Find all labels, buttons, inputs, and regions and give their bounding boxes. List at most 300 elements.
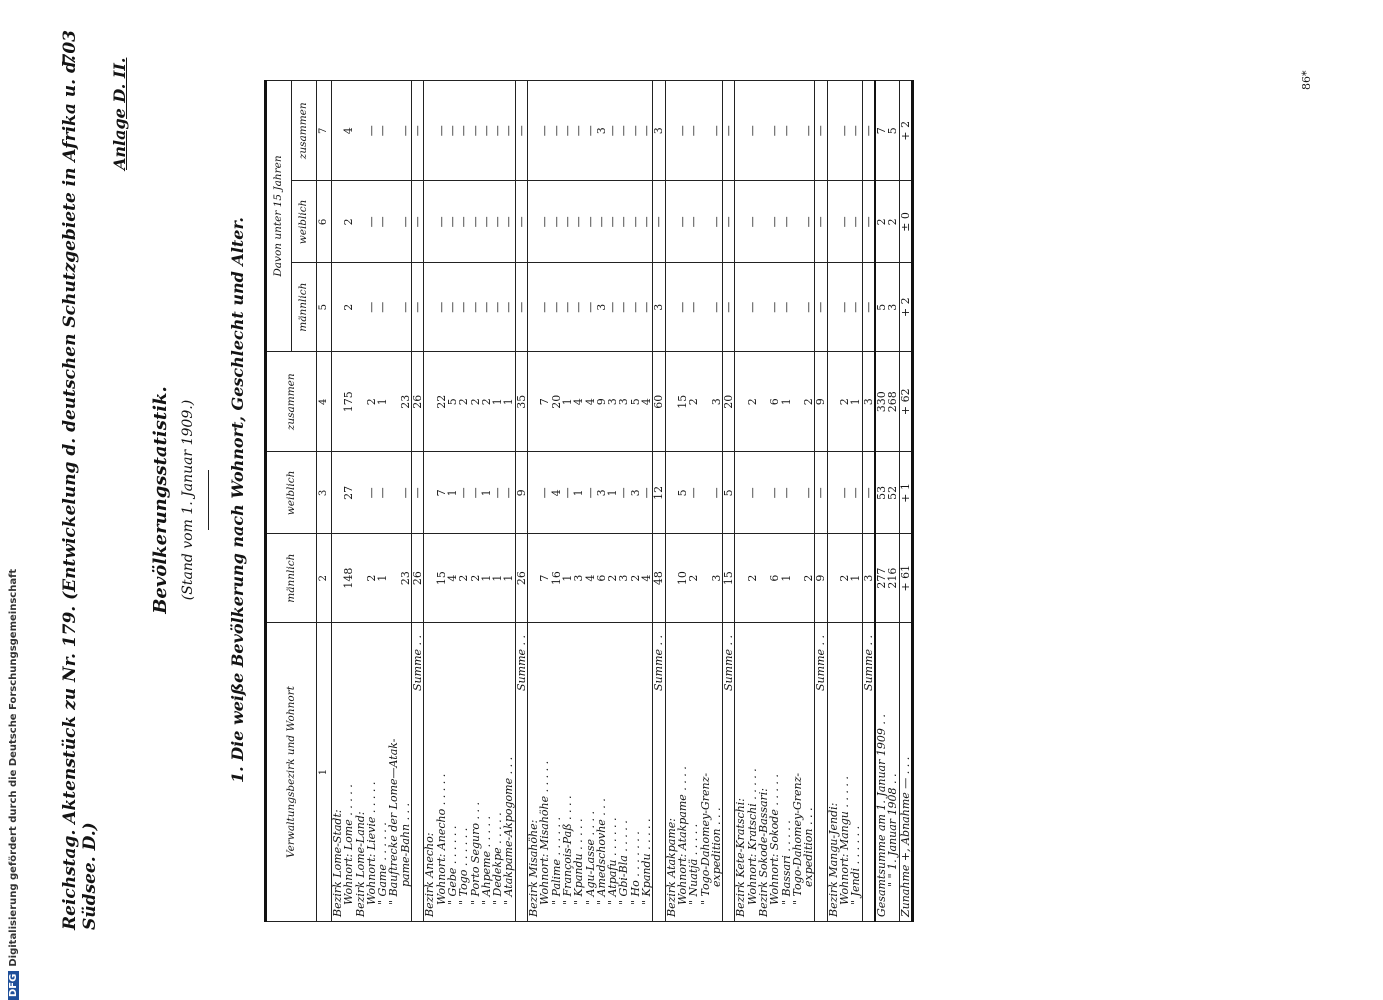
cell-col3: — xyxy=(503,452,515,534)
cell-col3: — xyxy=(815,452,827,534)
row-label: " " 1. Januar 1908 . . xyxy=(887,623,899,922)
cell-col6: — xyxy=(839,181,850,263)
cell-col2: 9 xyxy=(815,534,827,623)
cell-col5: — xyxy=(481,263,492,352)
row-label: expedition . . . xyxy=(803,623,815,922)
cell-col4: 1 xyxy=(377,352,388,452)
running-header xyxy=(60,30,100,930)
cell-col3: — xyxy=(688,452,699,534)
cell-col2 xyxy=(735,534,747,623)
row-label: " Togo-Dahomey-Grenz- xyxy=(700,623,711,922)
cell-col2: 1 xyxy=(377,534,388,623)
cell-col2: 3 xyxy=(573,534,584,623)
cell-col7: 4 xyxy=(343,81,354,182)
row-label: " Porto Seguro . . . xyxy=(470,623,481,922)
cell-col7: — xyxy=(850,81,862,182)
cell-col3: — xyxy=(458,452,469,534)
cell-col3: 5 xyxy=(677,452,688,534)
cell-col6: — xyxy=(400,181,412,263)
cell-col5: — xyxy=(769,263,780,352)
row-label: Bezirk Atakpame: xyxy=(665,623,677,922)
cell-col2: 15 xyxy=(436,534,447,623)
cell-col3: — xyxy=(562,452,573,534)
cell-col2: 1 xyxy=(481,534,492,623)
cell-col3: — xyxy=(803,452,815,534)
cell-col6: — xyxy=(781,181,792,263)
cell-col6: — xyxy=(653,181,665,263)
cell-col7: — xyxy=(839,81,850,182)
cell-col7: — xyxy=(769,81,780,182)
cell-col2: 2 xyxy=(607,534,618,623)
row-label: Wohnort: Anecho . . . . . xyxy=(436,623,447,922)
row-label: " Togo-Dahomey-Grenz- xyxy=(792,623,803,922)
cell-col4: 4 xyxy=(573,352,584,452)
cell-col3: — xyxy=(412,452,424,534)
cell-col7: — xyxy=(585,81,596,182)
cell-col7: + 2 xyxy=(899,81,912,182)
cell-col4: 2 xyxy=(458,352,469,452)
anlage-label: Anlage D. II. xyxy=(110,57,129,170)
cell-col2: + 61 xyxy=(899,534,912,623)
table-row xyxy=(688,81,699,922)
cell-col4: 22 xyxy=(436,352,447,452)
cell-col3: 27 xyxy=(343,452,354,534)
row-label: " Dedekpe . . . . . xyxy=(492,623,503,922)
cell-col4: 1 xyxy=(781,352,792,452)
cell-col4: 3 xyxy=(711,352,723,452)
cell-col3: 52 xyxy=(887,452,899,534)
cell-col5: 3 xyxy=(653,263,665,352)
cell-col4: 20 xyxy=(723,352,735,452)
cell-col4: 9 xyxy=(596,352,607,452)
cell-col4: 2 xyxy=(470,352,481,452)
cell-col2: 216 xyxy=(887,534,899,623)
cell-col2: 4 xyxy=(641,534,653,623)
cell-col7: — xyxy=(781,81,792,182)
cell-col7: 5 xyxy=(887,81,899,182)
cell-col5 xyxy=(424,263,436,352)
table-row xyxy=(458,81,469,922)
header-under15: Davon unter 15 Jahren xyxy=(266,81,292,352)
credit-text: Digitalisierung gefördert durch die Deutsche Forschungsgemeinschaft xyxy=(8,568,19,967)
cell-col5: 3 xyxy=(887,263,899,352)
cell-col6: — xyxy=(515,181,527,263)
cell-col7: 3 xyxy=(596,81,607,182)
row-label: " Amedschovhe . . . xyxy=(596,623,607,922)
row-label: expedition . . . xyxy=(711,623,723,922)
cell-col7: 3 xyxy=(653,81,665,182)
cell-col6: — xyxy=(677,181,688,263)
cell-col4: 1 xyxy=(850,352,862,452)
cell-col2: 2 xyxy=(803,534,815,623)
cell-col5: — xyxy=(585,263,596,352)
cell-col7: — xyxy=(747,81,758,182)
cell-col2: 2 xyxy=(630,534,641,623)
row-label: Gesamtsumme am 1. Januar 1909 . . xyxy=(875,623,887,922)
cell-col6: 2 xyxy=(875,181,887,263)
cell-col3: 3 xyxy=(596,452,607,534)
header-num: 3 xyxy=(317,452,332,534)
table-row xyxy=(447,81,458,922)
cell-col4: 4 xyxy=(641,352,653,452)
cell-col2: 2 xyxy=(688,534,699,623)
cell-col3: — xyxy=(470,452,481,534)
table-row xyxy=(850,81,862,922)
cell-col4: 2 xyxy=(366,352,377,452)
cell-col2: 6 xyxy=(769,534,780,623)
row-label: " Gbi-Bla . . . . . xyxy=(618,623,629,922)
table-row xyxy=(596,81,607,922)
cell-col3: 5 xyxy=(723,452,735,534)
row-label: Wohnort: Lome . . . . . xyxy=(343,623,354,922)
table-row xyxy=(585,81,596,922)
cell-col5: — xyxy=(850,263,862,352)
cell-col6: — xyxy=(470,181,481,263)
cell-col7: — xyxy=(400,81,412,182)
row-label: Bezirk Mangu-Jendi: xyxy=(827,623,839,922)
cell-col4: 2 xyxy=(747,352,758,452)
cell-col4: 2 xyxy=(839,352,850,452)
cell-col5: — xyxy=(539,263,550,352)
cell-col7 xyxy=(735,81,747,182)
row-label: " Palime . . . . . . xyxy=(551,623,562,922)
cell-col2: 2 xyxy=(366,534,377,623)
row-label: " Kpandu . . . . . xyxy=(573,623,584,922)
cell-col5: — xyxy=(839,263,850,352)
cell-col6: — xyxy=(596,181,607,263)
cell-col5: — xyxy=(747,263,758,352)
row-label: " Kpandu . . . . . xyxy=(641,623,653,922)
cell-col2: 10 xyxy=(677,534,688,623)
row-label: " Bassari . . . . . xyxy=(781,623,792,922)
cell-col5: — xyxy=(436,263,447,352)
table-row xyxy=(887,81,899,922)
row-label: Bezirk Lome-Stadt: xyxy=(332,623,344,922)
table-row xyxy=(343,81,354,922)
cell-col4: 23 xyxy=(400,352,412,452)
cell-col5: 5 xyxy=(875,263,887,352)
cell-col4: 15 xyxy=(677,352,688,452)
row-label: " Ahpeme . . . . . xyxy=(481,623,492,922)
cell-col3: 12 xyxy=(653,452,665,534)
cell-col4: 7 xyxy=(539,352,550,452)
cell-col2: 7 xyxy=(539,534,550,623)
cell-col2: 2 xyxy=(458,534,469,623)
cell-col7: — xyxy=(436,81,447,182)
cell-col7: — xyxy=(481,81,492,182)
row-label: " Nuatjä . . . . . xyxy=(688,623,699,922)
cell-col2: 26 xyxy=(515,534,527,623)
table-row xyxy=(539,81,550,922)
cell-col2: 1 xyxy=(781,534,792,623)
table-row xyxy=(515,81,527,922)
cell-col5: — xyxy=(815,263,827,352)
cell-col2: 1 xyxy=(850,534,862,623)
cell-col6 xyxy=(735,181,747,263)
cell-col4: 2 xyxy=(803,352,815,452)
cell-col2: 16 xyxy=(551,534,562,623)
table-row xyxy=(436,81,447,922)
cell-col4: 2 xyxy=(688,352,699,452)
cell-col7: — xyxy=(539,81,550,182)
cell-col5 xyxy=(735,263,747,352)
cell-col5: — xyxy=(677,263,688,352)
row-label: Bezirk Lome-Land: xyxy=(355,623,366,922)
cell-col6: — xyxy=(573,181,584,263)
running-title: Reichstag. Aktenstück zu Nr. 179. (Entwickelung d. deutschen Schutzgebiete in Afrika u. d. Südsee. D.) xyxy=(60,55,100,930)
row-label: Wohnort: Misahöhe . . . . . xyxy=(539,623,550,922)
cell-col6: — xyxy=(366,181,377,263)
table-row xyxy=(641,81,653,922)
cell-col7: — xyxy=(711,81,723,182)
population-table xyxy=(264,80,914,922)
cell-col6: — xyxy=(815,181,827,263)
cell-col6: — xyxy=(447,181,458,263)
row-label: " Game . . . . . . xyxy=(377,623,388,922)
cell-col7: — xyxy=(641,81,653,182)
cell-col7: — xyxy=(366,81,377,182)
cell-col2: 148 xyxy=(343,534,354,623)
cell-col3: — xyxy=(377,452,388,534)
cell-col4: 1 xyxy=(503,352,515,452)
cell-col6: — xyxy=(503,181,515,263)
row-label: " Agu-Lasse . . . . xyxy=(585,623,596,922)
header-col7: zusammen xyxy=(292,81,317,182)
row-label: Summe . . xyxy=(862,623,875,922)
cell-col5: — xyxy=(562,263,573,352)
cell-col5: — xyxy=(573,263,584,352)
cell-col7: — xyxy=(412,81,424,182)
table-row xyxy=(711,81,723,922)
table-row xyxy=(630,81,641,922)
header-num: 4 xyxy=(317,352,332,452)
cell-col6: — xyxy=(481,181,492,263)
cell-col4: 6 xyxy=(769,352,780,452)
cell-col4: 175 xyxy=(343,352,354,452)
header-col6: weiblich xyxy=(292,181,317,263)
cell-col7: — xyxy=(458,81,469,182)
cell-col2: 1 xyxy=(562,534,573,623)
cell-col4: 3 xyxy=(862,352,875,452)
cell-col3: — xyxy=(839,452,850,534)
cell-col4: 26 xyxy=(412,352,424,452)
row-label: Summe . . xyxy=(815,623,827,922)
cell-col4: 1 xyxy=(492,352,503,452)
cell-col3: — xyxy=(862,452,875,534)
cell-col7: — xyxy=(470,81,481,182)
cell-col5: — xyxy=(400,263,412,352)
cell-col3: — xyxy=(641,452,653,534)
divider xyxy=(208,470,209,530)
cell-col3: 9 xyxy=(515,452,527,534)
row-label: Zunahme +, Abnahme — . . . xyxy=(899,623,912,922)
cell-col7: — xyxy=(803,81,815,182)
header-col2: männlich xyxy=(266,534,317,623)
cell-col6: — xyxy=(585,181,596,263)
cell-col3: — xyxy=(585,452,596,534)
cell-col4: 9 xyxy=(815,352,827,452)
cell-col2: 4 xyxy=(585,534,596,623)
row-label: Wohnort: Sokode . . . . . xyxy=(769,623,780,922)
header-col4: zusammen xyxy=(266,352,317,452)
cell-col6: — xyxy=(747,181,758,263)
cell-col7: — xyxy=(677,81,688,182)
cell-col7: — xyxy=(573,81,584,182)
credit-line xyxy=(8,0,19,1000)
cell-col5: — xyxy=(723,263,735,352)
cell-col2: 277 xyxy=(875,534,887,623)
cell-col2: 6 xyxy=(596,534,607,623)
row-label: Wohnort: Mangu . . . . . xyxy=(839,623,850,922)
cell-col7: — xyxy=(815,81,827,182)
cell-col4: + 62 xyxy=(899,352,912,452)
page-subtitle: (Stand vom 1. Januar 1909.) xyxy=(180,399,196,601)
cell-col3: — xyxy=(618,452,629,534)
row-label: Summe . . xyxy=(723,623,735,922)
cell-col2: 3 xyxy=(862,534,875,623)
cell-col2: 3 xyxy=(711,534,723,623)
cell-col3: 3 xyxy=(630,452,641,534)
page-title: Bevölkerungsstatistik. xyxy=(150,386,171,614)
cell-col5: — xyxy=(503,263,515,352)
row-label: " Ho . . . . . . . xyxy=(630,623,641,922)
row-label: Bezirk Kete-Kratschi: xyxy=(735,623,747,922)
table-row xyxy=(653,81,665,922)
cell-col3: — xyxy=(366,452,377,534)
cell-col2: 3 xyxy=(618,534,629,623)
cell-col5: — xyxy=(862,263,875,352)
cell-col6: 2 xyxy=(343,181,354,263)
cell-col5: — xyxy=(377,263,388,352)
table-row xyxy=(470,81,481,922)
table-row xyxy=(769,81,780,922)
table-row xyxy=(618,81,629,922)
cell-col7 xyxy=(424,81,436,182)
cell-col3: 53 xyxy=(875,452,887,534)
cell-col3: — xyxy=(492,452,503,534)
cell-col5: — xyxy=(688,263,699,352)
cell-col7: — xyxy=(607,81,618,182)
row-label: " Togo . . . . . . xyxy=(458,623,469,922)
row-label: " Gebe . . . . . . xyxy=(447,623,458,922)
cell-col3: + 1 xyxy=(899,452,912,534)
header-num: 5 xyxy=(317,263,332,352)
cell-col2: 23 xyxy=(400,534,412,623)
cell-col5: — xyxy=(711,263,723,352)
table-row xyxy=(677,81,688,922)
table-row xyxy=(735,81,747,922)
row-label: Wohnort: Atakpame . . . . xyxy=(677,623,688,922)
cell-col2: 15 xyxy=(723,534,735,623)
cell-col5: — xyxy=(551,263,562,352)
table-row xyxy=(388,81,399,922)
cell-col5: — xyxy=(447,263,458,352)
cell-col6: ± 0 xyxy=(899,181,912,263)
cell-col2: 48 xyxy=(653,534,665,623)
table-row xyxy=(503,81,515,922)
row-label: Summe . . xyxy=(412,623,424,922)
cell-col5: — xyxy=(470,263,481,352)
cell-col6: 2 xyxy=(887,181,899,263)
cell-col6: — xyxy=(850,181,862,263)
cell-col5: — xyxy=(492,263,503,352)
cell-col4: 268 xyxy=(887,352,899,452)
cell-col5: — xyxy=(803,263,815,352)
row-label: Wohnort: Kratschi . . . . . xyxy=(747,623,758,922)
cell-col3: — xyxy=(850,452,862,534)
cell-col7: — xyxy=(377,81,388,182)
cell-col7: — xyxy=(492,81,503,182)
cell-col5: — xyxy=(412,263,424,352)
cell-col6 xyxy=(424,181,436,263)
table-row xyxy=(573,81,584,922)
cell-col4: 4 xyxy=(585,352,596,452)
cell-col6: — xyxy=(539,181,550,263)
cell-col2 xyxy=(424,534,436,623)
header-num: 7 xyxy=(317,81,332,182)
table-row xyxy=(607,81,618,922)
cell-col6: — xyxy=(562,181,573,263)
row-label: " François-Paß . . . . xyxy=(562,623,573,922)
cell-col6: — xyxy=(618,181,629,263)
cell-col4: 60 xyxy=(653,352,665,452)
cell-col5: 2 xyxy=(343,263,354,352)
cell-col3: — xyxy=(400,452,412,534)
cell-col5: — xyxy=(607,263,618,352)
cell-col4: 35 xyxy=(515,352,527,452)
cell-col7: — xyxy=(723,81,735,182)
cell-col5: + 2 xyxy=(899,263,912,352)
cell-col2: 2 xyxy=(747,534,758,623)
cell-col2: 1 xyxy=(503,534,515,623)
cell-col3: — xyxy=(711,452,723,534)
table-body xyxy=(332,81,913,922)
cell-col6: — xyxy=(688,181,699,263)
cell-col3 xyxy=(735,452,747,534)
table-row xyxy=(862,81,875,922)
cell-col6: — xyxy=(641,181,653,263)
row-label: " Atakpame-Akpogome . . . xyxy=(503,623,515,922)
cell-col2: 2 xyxy=(470,534,481,623)
cell-col7: — xyxy=(618,81,629,182)
cell-col6: — xyxy=(377,181,388,263)
table-row xyxy=(562,81,573,922)
cell-col2: 26 xyxy=(412,534,424,623)
cell-col3: 7 xyxy=(436,452,447,534)
row-label: Bezirk Misahöhe: xyxy=(528,623,540,922)
cell-col5: — xyxy=(458,263,469,352)
cell-col4: 5 xyxy=(447,352,458,452)
header-num: 2 xyxy=(317,534,332,623)
row-label: Wohnort: Lievie . . . . . xyxy=(366,623,377,922)
cell-col4: 2 xyxy=(481,352,492,452)
cell-col3: 1 xyxy=(481,452,492,534)
header-col3: weiblich xyxy=(266,452,317,534)
cell-col4: 3 xyxy=(618,352,629,452)
cell-col5: — xyxy=(618,263,629,352)
cell-col2: 1 xyxy=(492,534,503,623)
cell-col4: 1 xyxy=(562,352,573,452)
table-row xyxy=(366,81,377,922)
cell-col3: 1 xyxy=(447,452,458,534)
cell-col7: 7 xyxy=(875,81,887,182)
row-label: " Jendi . . . . . . xyxy=(850,623,862,922)
row-label: Summe . . xyxy=(653,623,665,922)
cell-col6: — xyxy=(492,181,503,263)
row-label: Summe . . xyxy=(515,623,527,922)
cell-col6: — xyxy=(436,181,447,263)
cell-col7: — xyxy=(515,81,527,182)
